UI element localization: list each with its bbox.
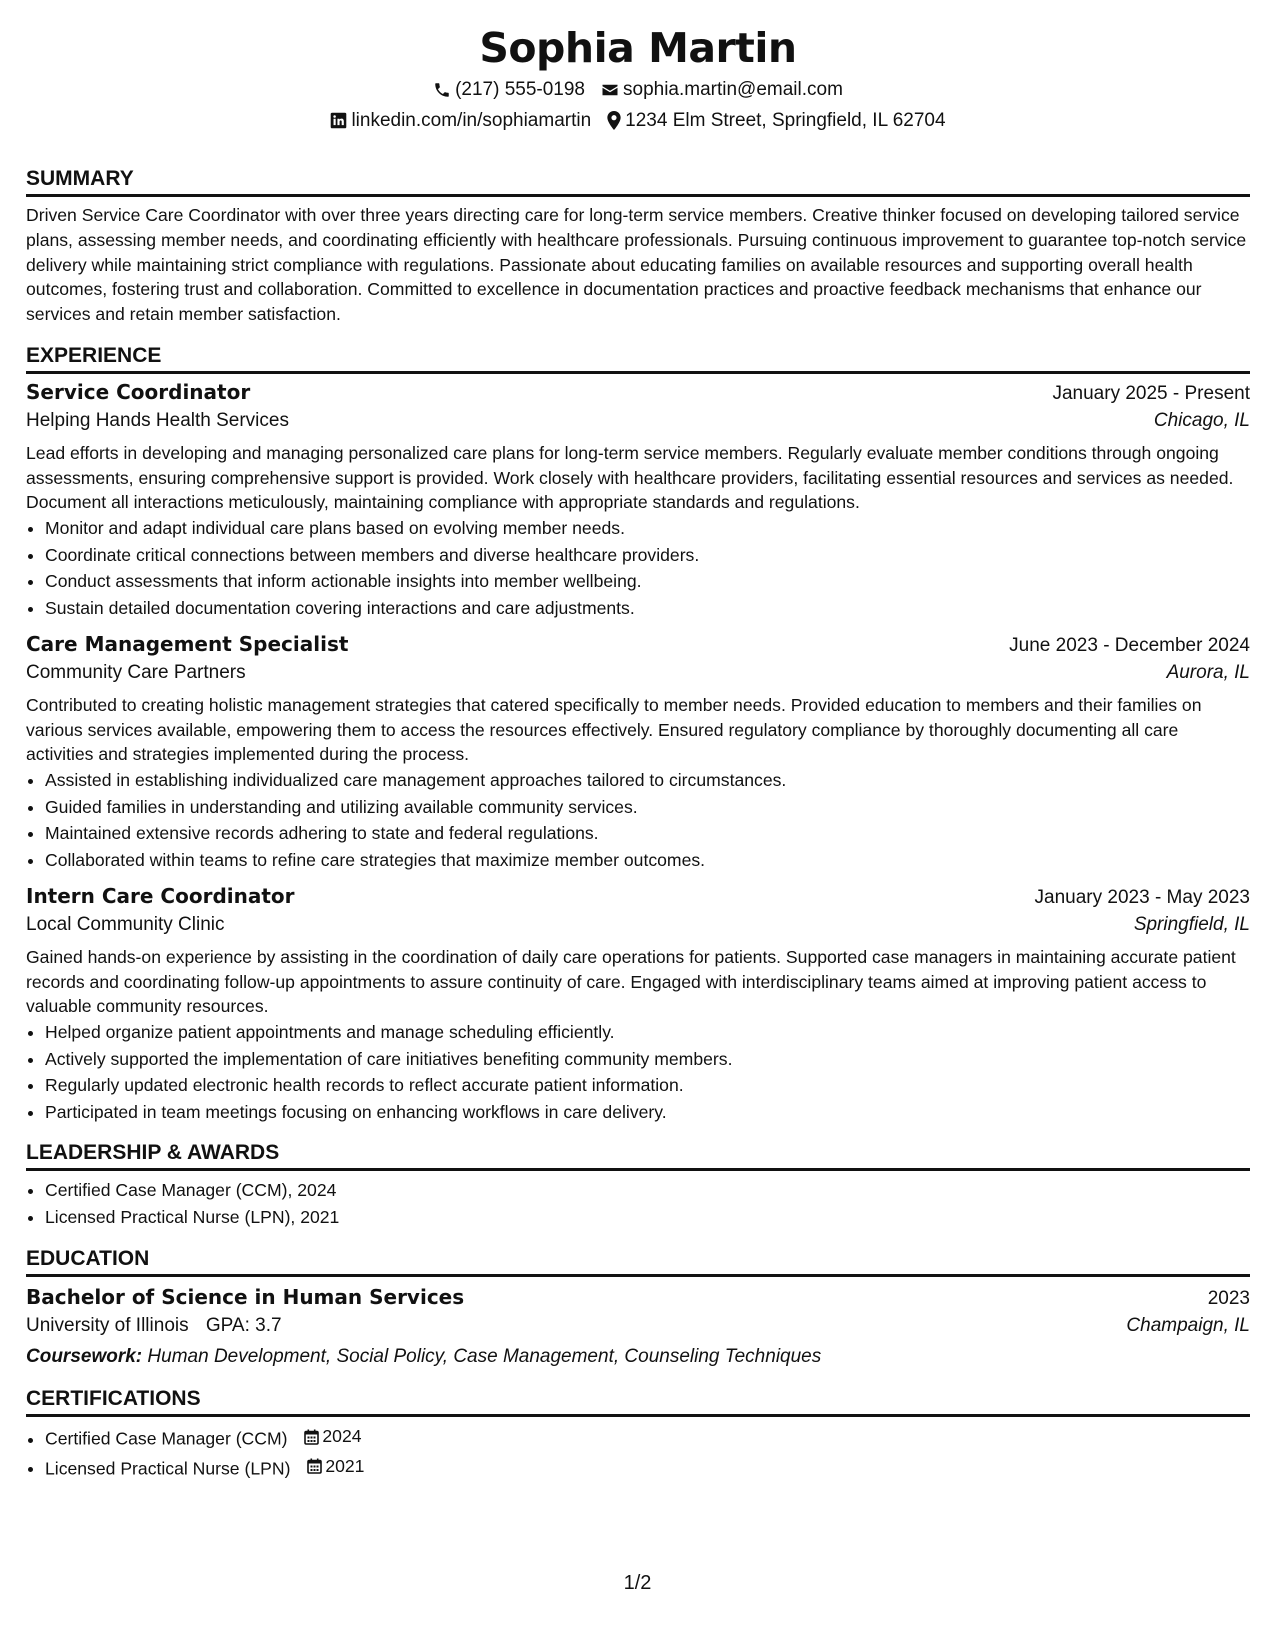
coursework-label: Coursework: (26, 1346, 143, 1368)
job-location: Aurora, IL (1166, 661, 1250, 683)
graduation-year: 2023 (1207, 1288, 1250, 1310)
contact-line-1 (26, 74, 1250, 105)
job-dates: June 2023 - December 2024 (1009, 634, 1250, 656)
certifications-heading: CERTIFICATIONS (26, 1384, 1250, 1417)
summary-text: Driven Service Care Coordinator with over three years directing care for long-term service members. Creative thinker focused on developing tailored service plans, assessing member needs, and coordinating efficiently with healthcare professionals. Pursuing continuous improvement to guarantee top-notch service delivery while maintaining strict compliance with regulations. Passionate about educating families on available resources and supporting overall health outcomes, fostering trust and collaboration. Committed to excellence in documentation practices and proactive feedback mechanisms that enhance our services and retain member satisfaction. (26, 205, 1247, 325)
job-bullets (26, 1019, 1250, 1126)
summary-heading: SUMMARY (26, 164, 1250, 197)
calendar-icon (304, 1429, 319, 1445)
job-bullet: • Actively supported the implementation of care initiatives benefiting community members. (45, 1046, 1250, 1073)
job-company: Helping Hands Health Services (26, 409, 289, 431)
coursework-line (26, 1346, 1250, 1368)
education-subheader (26, 1315, 1250, 1337)
address-text: 1234 Elm Street, Springfield, IL 62704 (625, 109, 946, 131)
job-subheader (26, 914, 1250, 936)
job-bullet: • Guided families in understanding and utilizing available community services. (45, 794, 1250, 821)
job-dates: January 2023 - May 2023 (1034, 886, 1250, 908)
education-section (26, 1244, 1250, 1368)
certification-name: Licensed Practical Nurse (LPN) (45, 1458, 291, 1479)
job-title: Intern Care Coordinator (26, 883, 295, 908)
school-info (26, 1315, 282, 1337)
school-name: University of Illinois (26, 1315, 189, 1337)
certification-item (45, 1453, 1250, 1482)
leadership-heading: LEADERSHIP & AWARDS (26, 1138, 1250, 1171)
job-header (26, 884, 1250, 909)
leadership-item: • Certified Case Manager (CCM), 2024 (45, 1177, 1250, 1204)
certification-date (307, 1453, 364, 1480)
job-bullet: • Assisted in establishing individualized care management approaches tailored to circumstances. (45, 767, 1250, 794)
gpa: GPA: 3.7 (205, 1315, 282, 1337)
envelope-icon (601, 81, 619, 99)
candidate-name: Sophia Martin (479, 24, 797, 72)
education-header (26, 1285, 1250, 1310)
experience-heading: EXPERIENCE (26, 341, 1250, 374)
page-number: 1/2 (623, 1572, 652, 1594)
job-location: Chicago, IL (1153, 409, 1250, 431)
job-bullet: • Participated in team meetings focusing on enhancing workflows in care delivery. (45, 1099, 1250, 1126)
job-subheader (26, 410, 1250, 432)
job-header (26, 380, 1250, 405)
job-bullet: • Conduct assessments that inform actionable insights into member wellbeing. (45, 568, 1250, 595)
certification-name: Certified Case Manager (CCM) (45, 1428, 288, 1449)
job-entry (26, 380, 1250, 622)
job-entry (26, 632, 1250, 874)
job-description: Contributed to creating holistic management strategies that catered specifically to member needs. Provided education to members and their families on various services available, empowering them to access the resources effectively. Ensured regulatory compliance by thoroughly documenting all care activities and strategies implemented during the process. (26, 694, 1202, 765)
certification-date (304, 1423, 361, 1450)
job-bullet: • Monitor and adapt individual care plans based on evolving member needs. (45, 515, 1250, 542)
contact-line-2 (26, 105, 1250, 136)
job-bullet: • Sustain detailed documentation covering interactions and care adjustments. (45, 595, 1250, 622)
job-company: Community Care Partners (26, 661, 246, 683)
phone-text: (217) 555-0198 (455, 78, 585, 100)
linkedin-text[interactable]: linkedin.com/in/sophiamartin (351, 109, 592, 131)
job-bullet: • Coordinate critical connections between members and diverse healthcare providers. (45, 542, 1250, 569)
job-dates: January 2025 - Present (1052, 382, 1250, 404)
job-title: Service Coordinator (26, 379, 251, 404)
calendar-icon (307, 1458, 322, 1474)
certification-year: 2024 (322, 1426, 362, 1447)
phone-icon (433, 81, 451, 99)
leadership-list (26, 1177, 1250, 1231)
job-header (26, 632, 1250, 657)
degree-title: Bachelor of Science in Human Services (26, 1285, 465, 1310)
certification-year: 2021 (325, 1455, 365, 1476)
job-bullets (26, 767, 1250, 874)
summary-section (26, 164, 1250, 327)
map-pin-icon (607, 111, 621, 130)
email-text[interactable]: sophia.martin@email.com (623, 78, 843, 100)
job-bullet: • Maintained extensive records adhering to state and federal regulations. (45, 820, 1250, 847)
email-contact[interactable] (601, 79, 843, 101)
school-location: Champaign, IL (1126, 1315, 1250, 1337)
job-subheader (26, 662, 1250, 684)
job-description: Gained hands-on experience by assisting in the coordination of daily care operations for patients. Supported case managers in maintaining accurate patient records and coordinating follow-up appointments to assure continuity of care. Engaged with interdisciplinary teams aimed at improving patient access to valuable community resources. (26, 946, 1236, 1017)
leadership-section (26, 1138, 1250, 1231)
resume-page (26, 0, 1250, 1482)
job-bullets (26, 515, 1250, 622)
job-bullet: • Helped organize patient appointments and manage scheduling efficiently. (45, 1019, 1250, 1046)
experience-section (26, 341, 1250, 1126)
certifications-section (26, 1384, 1250, 1481)
job-title: Care Management Specialist (26, 631, 349, 656)
certifications-list (26, 1423, 1250, 1481)
address-contact (607, 110, 945, 132)
certification-item (45, 1423, 1250, 1452)
linkedin-contact[interactable] (330, 110, 591, 132)
education-heading: EDUCATION (26, 1244, 1250, 1277)
leadership-item: • Licensed Practical Nurse (LPN), 2021 (45, 1204, 1250, 1231)
phone-contact (433, 79, 585, 101)
job-bullet: • Collaborated within teams to refine care strategies that maximize member outcomes. (45, 847, 1250, 874)
linkedin-icon (330, 112, 347, 129)
job-company: Local Community Clinic (26, 913, 225, 935)
coursework-text: Human Development, Social Policy, Case Management, Counseling Techniques (147, 1346, 822, 1368)
job-bullet: • Regularly updated electronic health records to reflect accurate patient information. (45, 1072, 1250, 1099)
job-location: Springfield, IL (1133, 913, 1250, 935)
job-entry (26, 884, 1250, 1126)
job-description: Lead efforts in developing and managing personalized care plans for long-term service members. Regularly evaluate member conditions through ongoing assessments, ensuring comprehensive support is provided. Work closely with healthcare providers, facilitating essential resources and services as needed. Document all interactions meticulously, maintaining compliance with appropriate standards and regulations. (26, 442, 1234, 513)
